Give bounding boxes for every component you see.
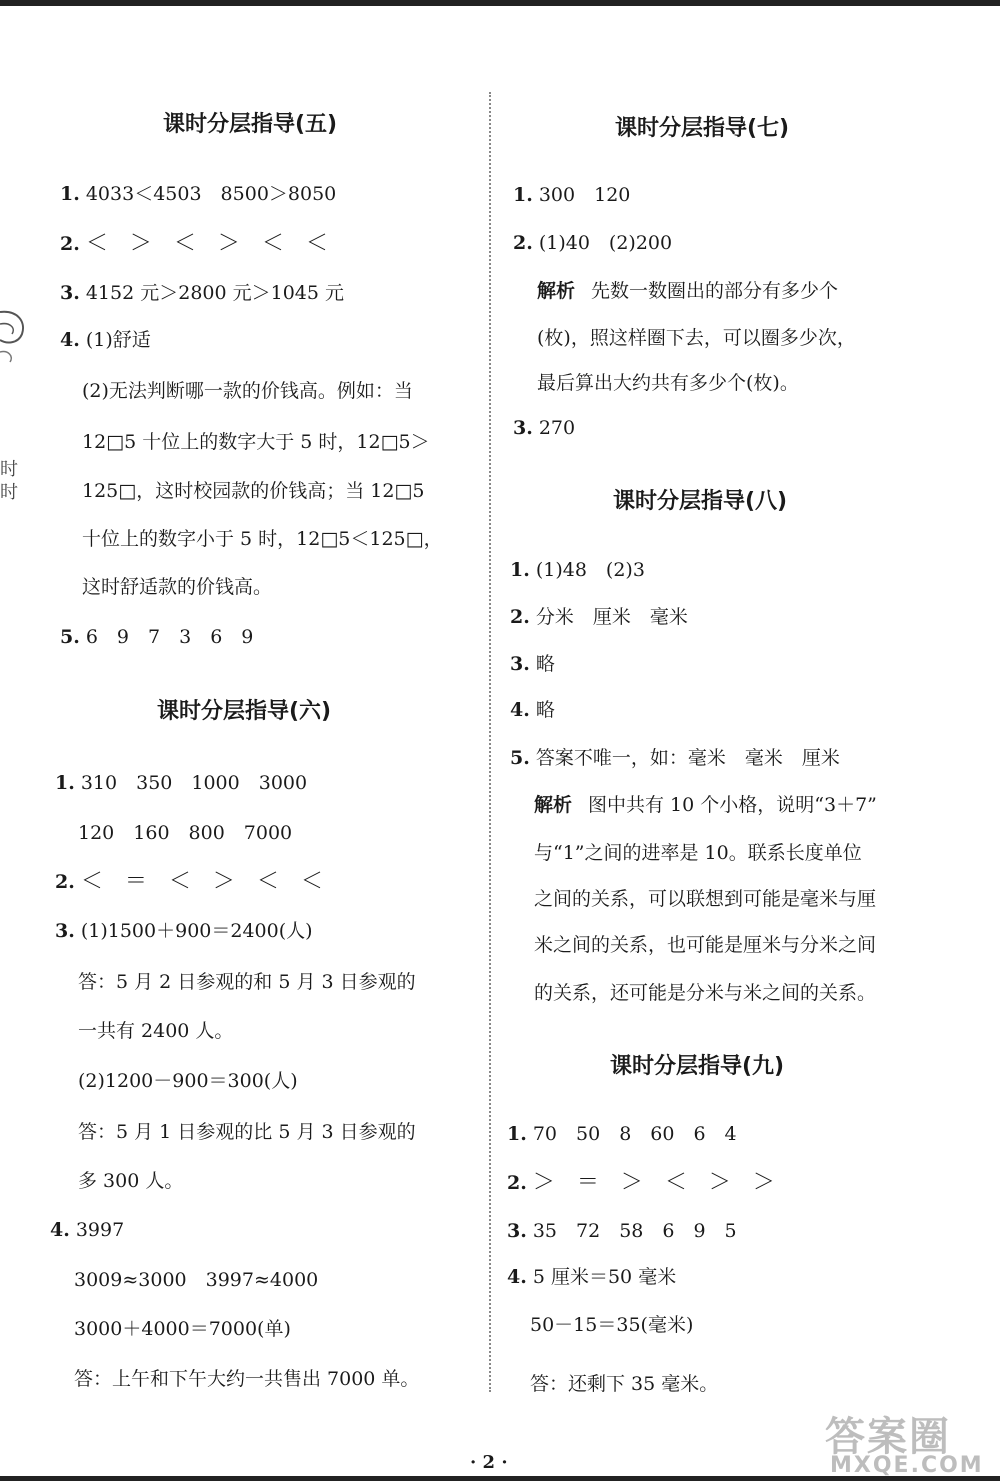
answer-item <box>510 655 555 674</box>
item-number: 3. <box>513 417 533 439</box>
item-number: 3. <box>55 920 75 942</box>
answer-line: 3009≈3000 3997≈4000 <box>74 1269 319 1291</box>
analysis-line: 与“1”之间的进率是 10。联系长度单位 <box>534 842 862 864</box>
item-number: 1. <box>513 184 533 206</box>
answer-line: 多 300 人。 <box>78 1170 184 1192</box>
item-text: 70 50 8 60 6 4 <box>532 1123 737 1145</box>
answer-item <box>513 234 672 253</box>
answer-item <box>50 1221 124 1240</box>
item-number: 3. <box>60 282 80 304</box>
answer-item <box>510 608 688 627</box>
answer-item <box>55 922 313 941</box>
answer-line: 这时舒适款的价钱高。 <box>82 576 273 598</box>
item-number: 1. <box>510 559 530 581</box>
item-number: 2. <box>507 1172 527 1194</box>
top-border <box>0 0 1000 6</box>
item-number: 5. <box>60 626 80 648</box>
answer-line: 一共有 2400 人。 <box>78 1020 234 1042</box>
answer-line: 120 160 800 7000 <box>78 822 293 844</box>
answer-line: 答：5 月 1 日参观的比 5 月 3 日参观的 <box>78 1121 416 1143</box>
answer-item <box>60 628 253 647</box>
answer-item <box>55 871 323 893</box>
answer-line: 50－15＝35(毫米) <box>530 1314 694 1336</box>
answer-item <box>507 1125 737 1144</box>
answer-item <box>513 419 575 438</box>
item-text: (1)48 (2)3 <box>535 559 645 581</box>
item-text: ＞ ＝ ＞ ＜ ＞ ＞ <box>532 1170 775 1195</box>
analysis-line: 的关系，还可能是分米与米之间的关系。 <box>534 982 877 1004</box>
answer-line: (2)无法判断哪一款的价钱高。例如：当 <box>82 380 413 402</box>
watermark-logo-text: 答案圈 <box>825 1414 951 1460</box>
answer-item <box>60 185 336 204</box>
answer-item <box>60 233 328 255</box>
analysis-line: 最后算出大约共有多少个(枚)。 <box>537 372 799 394</box>
item-number: 4. <box>50 1219 70 1241</box>
column-divider <box>489 92 491 1392</box>
item-text: 35 72 58 6 9 5 <box>532 1220 737 1242</box>
item-text: 答案不唯一，如：毫米 毫米 厘米 <box>535 747 840 769</box>
item-number: 2. <box>513 232 533 254</box>
analysis-tag: 解析 <box>537 280 576 302</box>
answer-item <box>55 774 307 793</box>
edge-doodle-icon <box>0 300 30 370</box>
item-text: 270 <box>538 417 576 439</box>
page-number: · 2 · <box>470 1452 508 1473</box>
analysis-text: 先数一数圈出的部分有多少个 <box>591 280 839 302</box>
analysis-line: 之间的关系，可以联想到可能是毫米与厘 <box>534 888 877 910</box>
answer-line: 3000＋4000＝7000(单) <box>74 1318 291 1340</box>
answer-item <box>510 561 645 580</box>
item-text: 310 350 1000 3000 <box>80 772 308 794</box>
item-text: (1)1500＋900＝2400(人) <box>80 920 313 942</box>
answer-line: 答：还剩下 35 毫米。 <box>530 1373 719 1395</box>
analysis-line <box>537 282 838 301</box>
item-text: 4152 元＞2800 元＞1045 元 <box>85 282 345 304</box>
item-text: 分米 厘米 毫米 <box>535 606 688 628</box>
item-text: 3997 <box>75 1219 125 1241</box>
analysis-text: 图中共有 10 个小格，说明“3＋7” <box>588 794 877 816</box>
answer-item <box>60 284 344 303</box>
answer-line: 答：上午和下午大约一共售出 7000 单。 <box>74 1368 420 1390</box>
answer-line: 答：5 月 2 日参观的和 5 月 3 日参观的 <box>78 971 416 993</box>
answer-item <box>507 1172 775 1194</box>
analysis-line: (枚)，照这样圈下去，可以圈多少次， <box>537 327 856 349</box>
section-title-9: 课时分层指导(九) <box>610 1054 785 1079</box>
item-number: 4. <box>507 1266 527 1288</box>
edge-mark-2: 时 <box>0 482 18 503</box>
answer-item <box>60 331 151 350</box>
section-title-8: 课时分层指导(八) <box>613 489 788 514</box>
item-text: 300 120 <box>538 184 631 206</box>
watermark-url: MXQE.COM <box>830 1453 984 1478</box>
section-title-5: 课时分层指导(五) <box>163 112 338 137</box>
item-text: 4033＜4503 8500＞8050 <box>85 183 337 205</box>
watermark <box>820 1405 995 1480</box>
item-number: 2. <box>510 606 530 628</box>
answer-line: 12□5 十位上的数字大于 5 时，12□5＞ <box>82 431 430 453</box>
item-text: 5 厘米＝50 毫米 <box>532 1266 677 1288</box>
item-text: 6 9 7 3 6 9 <box>85 626 254 648</box>
analysis-line <box>534 796 877 815</box>
item-number: 5. <box>510 747 530 769</box>
item-text: (1)舒适 <box>85 329 151 351</box>
answer-item <box>507 1222 737 1241</box>
item-number: 4. <box>510 699 530 721</box>
item-number: 1. <box>507 1123 527 1145</box>
item-text: ＜ ＝ ＜ ＞ ＜ ＜ <box>80 869 323 894</box>
answer-item <box>510 749 840 768</box>
answer-line: 十位上的数字小于 5 时，12□5＜125□， <box>82 528 443 550</box>
answer-line: 125□，这时校园款的价钱高；当 12□5 <box>82 480 425 502</box>
item-number: 1. <box>55 772 75 794</box>
item-number: 3. <box>510 653 530 675</box>
item-number: 2. <box>60 233 80 255</box>
analysis-tag: 解析 <box>534 794 573 816</box>
item-text: 略 <box>535 653 555 675</box>
item-text: 略 <box>535 699 555 721</box>
section-title-7: 课时分层指导(七) <box>615 116 790 141</box>
item-number: 1. <box>60 183 80 205</box>
item-text: ＜ ＞ ＜ ＞ ＜ ＜ <box>85 231 328 256</box>
item-text: (1)40 (2)200 <box>538 232 673 254</box>
item-number: 4. <box>60 329 80 351</box>
answer-item <box>513 186 630 205</box>
analysis-line: 米之间的关系，也可能是厘米与分米之间 <box>534 934 877 956</box>
section-title-6: 课时分层指导(六) <box>157 699 332 724</box>
answer-line: (2)1200－900＝300(人) <box>78 1070 298 1092</box>
edge-mark-1: 时 <box>0 459 18 480</box>
item-number: 2. <box>55 871 75 893</box>
answer-item <box>507 1268 676 1287</box>
answer-item <box>510 701 555 720</box>
item-number: 3. <box>507 1220 527 1242</box>
